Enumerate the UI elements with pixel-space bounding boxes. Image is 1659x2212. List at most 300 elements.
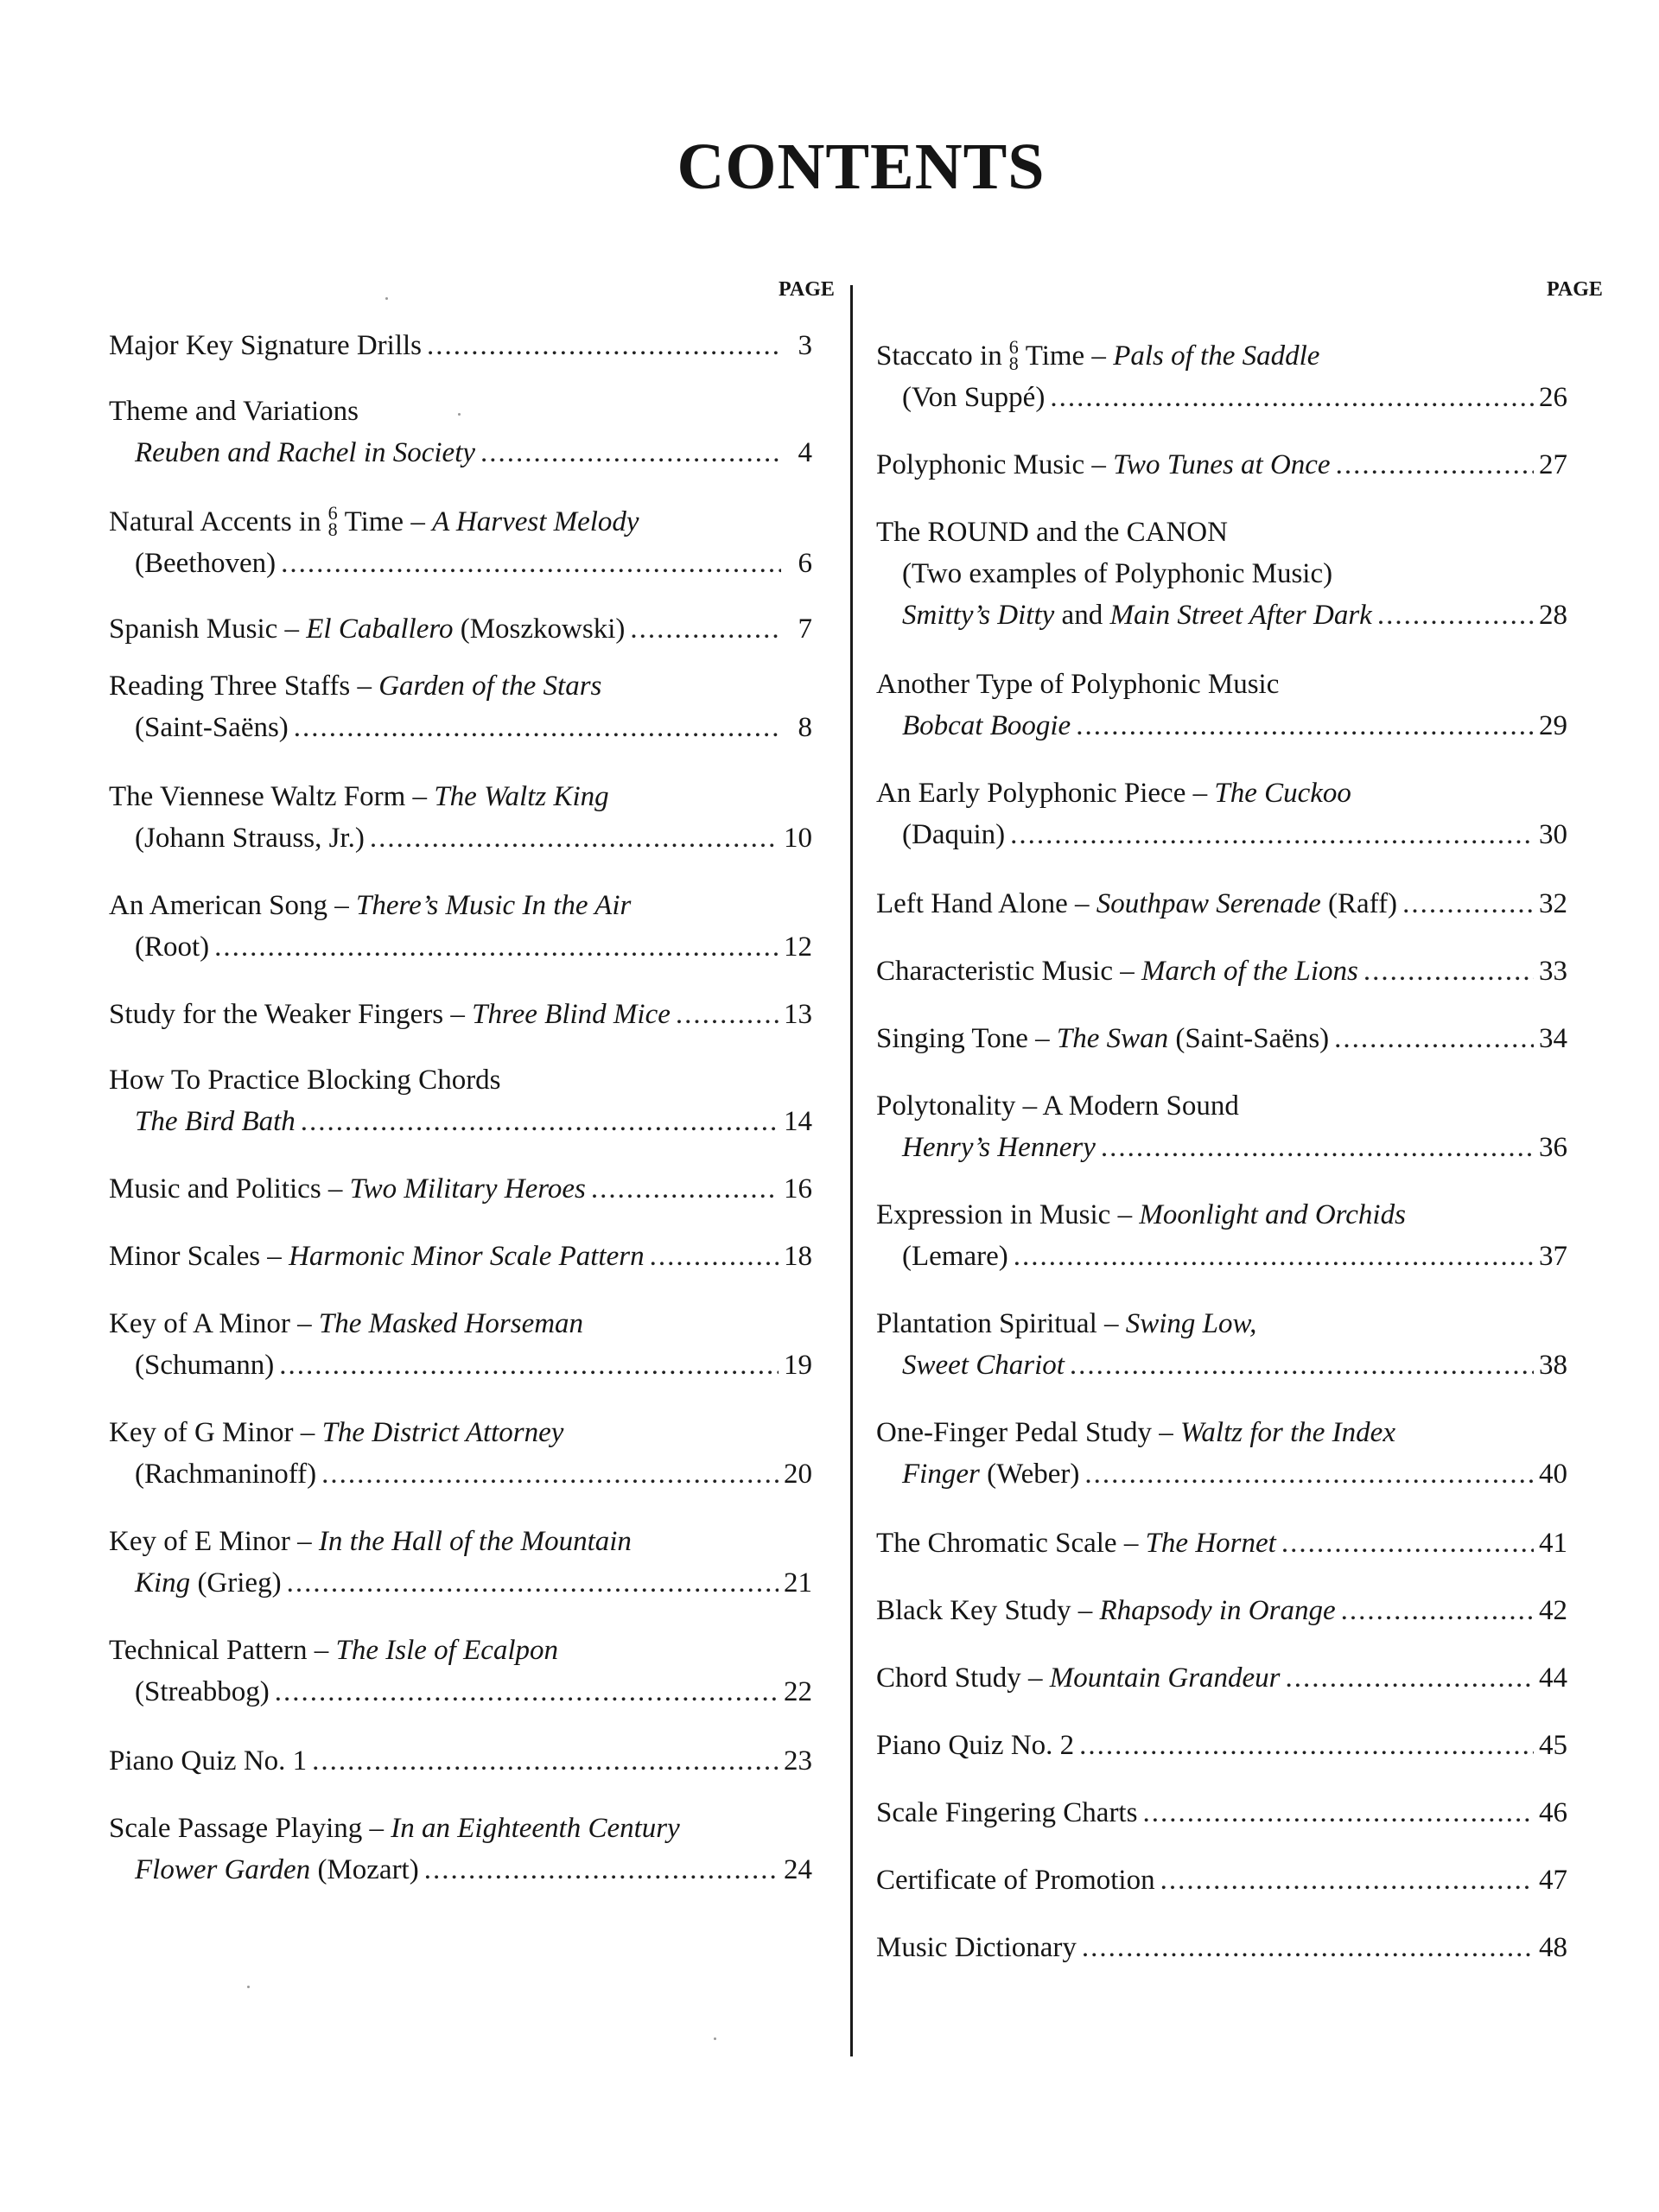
page-number: 32 xyxy=(1539,888,1567,919)
toc-entry-title xyxy=(135,432,475,474)
toc-entry xyxy=(876,883,1567,925)
toc-entry-line xyxy=(109,1412,812,1453)
piece-title: Pals of the Saddle xyxy=(1113,340,1320,372)
toc-entry-title xyxy=(109,1740,307,1782)
toc-entry-title xyxy=(135,817,365,859)
page-number: 40 xyxy=(1539,1459,1567,1490)
toc-entry xyxy=(876,1303,1567,1386)
toc-entry-line xyxy=(876,664,1567,705)
piece-title: The Hornet xyxy=(1145,1528,1276,1559)
toc-entry-title xyxy=(876,1657,1281,1699)
piece-title: Sweet Chariot xyxy=(902,1350,1065,1381)
topic-text: Major Key Signature Drills xyxy=(109,330,423,361)
toc-entry-line xyxy=(876,1236,1567,1277)
toc-entry-title xyxy=(109,1808,680,1849)
dot-leader xyxy=(1341,1590,1534,1631)
toc-entry-title xyxy=(135,1849,419,1891)
toc-entry-line xyxy=(876,1018,1567,1059)
dot-leader xyxy=(1079,1725,1534,1766)
column-divider xyxy=(850,285,853,2056)
toc-entry-line xyxy=(876,1344,1567,1386)
topic-text: (Mozart) xyxy=(310,1854,419,1885)
toc-entry-line xyxy=(109,1562,812,1604)
time-signature xyxy=(327,502,338,541)
topic-text: (Saint-Saëns) xyxy=(1168,1023,1330,1054)
piece-title: Smitty’s Ditty xyxy=(902,600,1055,631)
topic-text: Polyphonic Music – xyxy=(876,449,1114,480)
toc-entry xyxy=(109,608,812,650)
toc-entry xyxy=(109,665,812,748)
toc-entry-line xyxy=(109,1101,812,1142)
dot-leader xyxy=(480,432,781,474)
toc-entry-line xyxy=(876,1927,1567,1968)
topic-text: Black Key Study – xyxy=(876,1595,1100,1626)
toc-entry-title xyxy=(876,1792,1137,1834)
topic-text: Key of G Minor – xyxy=(109,1417,322,1448)
toc-entry-title xyxy=(876,1927,1077,1968)
topic-text: Expression in Music – xyxy=(876,1199,1140,1230)
piece-title: The Waltz King xyxy=(434,781,609,812)
toc-entry-title xyxy=(902,1344,1065,1386)
toc-entry-title xyxy=(902,705,1071,747)
dot-leader xyxy=(370,817,779,859)
toc-entry-line xyxy=(876,1453,1567,1495)
toc-entry xyxy=(109,1059,812,1142)
toc-entry-line xyxy=(876,1590,1567,1631)
page-number: 37 xyxy=(1539,1241,1567,1272)
page-number: 45 xyxy=(1539,1730,1567,1761)
piece-title: The Bird Bath xyxy=(135,1106,296,1137)
topic-text: Minor Scales – xyxy=(109,1241,289,1272)
piece-title: Waltz for the Index xyxy=(1179,1417,1395,1448)
toc-entry-line xyxy=(876,444,1567,486)
page-number: 3 xyxy=(798,330,812,361)
piece-title: El Caballero xyxy=(306,613,454,645)
toc-entry-line xyxy=(876,1522,1567,1564)
piece-title: The Cuckoo xyxy=(1214,778,1351,809)
toc-entry-title xyxy=(876,512,1228,553)
piece-title: Garden of the Stars xyxy=(378,671,602,702)
toc-entry-line xyxy=(109,1521,812,1562)
toc-entry xyxy=(876,1412,1567,1495)
topic-text: Piano Quiz No. 2 xyxy=(876,1730,1075,1761)
page-number: 7 xyxy=(798,613,812,645)
toc-entry-title xyxy=(876,1412,1395,1453)
toc-entry xyxy=(109,776,812,859)
toc-entry xyxy=(876,1725,1567,1766)
dot-leader xyxy=(321,1453,779,1495)
toc-entry-line xyxy=(876,1725,1567,1766)
toc-entry-title xyxy=(902,553,1332,594)
piece-title: The Isle of Ecalpon xyxy=(335,1635,559,1666)
topic-text: One-Finger Pedal Study – xyxy=(876,1417,1180,1448)
topic-text: Key of E Minor – xyxy=(109,1526,319,1557)
toc-entry-title xyxy=(135,1671,270,1713)
toc-entry-title xyxy=(109,1521,632,1562)
piece-title: The Masked Horseman xyxy=(318,1308,584,1339)
toc-entry xyxy=(109,501,812,584)
toc-entry-line xyxy=(109,1740,812,1782)
topic-text: Theme and Variations xyxy=(109,396,359,427)
dot-leader xyxy=(1142,1792,1534,1834)
dot-leader xyxy=(214,926,779,968)
toc-entry-line xyxy=(109,1630,812,1671)
page-number: 30 xyxy=(1539,819,1567,850)
dot-leader xyxy=(1014,1236,1534,1277)
page-title: CONTENTS xyxy=(677,130,1046,203)
toc-entry xyxy=(876,1194,1567,1277)
toc-entry-title xyxy=(902,377,1045,418)
piece-title: Harmonic Minor Scale Pattern xyxy=(289,1241,645,1272)
time-signature xyxy=(1008,336,1019,375)
topic-text: Key of A Minor – xyxy=(109,1308,319,1339)
dot-leader xyxy=(676,994,779,1035)
page-number: 16 xyxy=(784,1173,812,1205)
dot-leader xyxy=(1160,1859,1534,1901)
dot-leader xyxy=(1281,1522,1534,1564)
topic-text: (Johann Strauss, Jr.) xyxy=(135,823,365,854)
toc-entry xyxy=(876,335,1567,418)
toc-entry xyxy=(109,1740,812,1782)
toc-entry-line xyxy=(109,1671,812,1713)
topic-text: (Daquin) xyxy=(902,819,1006,850)
topic-text: Staccato in xyxy=(876,340,1002,372)
piece-title: March of the Lions xyxy=(1141,956,1358,987)
toc-entry-title xyxy=(876,1522,1276,1564)
toc-entry-title xyxy=(109,1168,586,1210)
toc-entry-title xyxy=(135,543,276,584)
topic-text: Characteristic Music – xyxy=(876,956,1141,987)
toc-entry xyxy=(876,772,1567,855)
toc-entry-title xyxy=(109,1630,558,1671)
topic-text: Piano Quiz No. 1 xyxy=(109,1745,308,1777)
topic-text: (Saint-Saëns) xyxy=(135,712,289,743)
toc-entry xyxy=(109,325,812,366)
toc-entry xyxy=(876,1927,1567,1968)
page-number: 21 xyxy=(784,1567,812,1599)
topic-text: (Schumann) xyxy=(135,1350,275,1381)
topic-text: Time – xyxy=(1025,340,1114,372)
toc-entry-line xyxy=(109,1453,812,1495)
topic-text: (Rachmaninoff) xyxy=(135,1459,317,1490)
toc-entry-title xyxy=(876,1725,1074,1766)
toc-entry xyxy=(109,1412,812,1495)
toc-entry-title xyxy=(135,707,289,748)
dot-leader xyxy=(650,1236,779,1277)
toc-entry-title xyxy=(876,950,1358,992)
topic-text: (Streabbog) xyxy=(135,1676,270,1707)
toc-entry-title xyxy=(902,594,1372,636)
toc-entry-title xyxy=(902,1127,1096,1168)
page-number: 24 xyxy=(784,1854,812,1885)
piece-title: Two Military Heroes xyxy=(349,1173,586,1205)
toc-entry-line xyxy=(109,432,812,474)
toc-entry-line xyxy=(109,1849,812,1891)
toc-entry-title xyxy=(876,335,1319,377)
page-number: 6 xyxy=(798,548,812,579)
toc-entry-line xyxy=(876,950,1567,992)
topic-text: The Chromatic Scale – xyxy=(876,1528,1146,1559)
piece-title: Finger xyxy=(902,1459,980,1490)
topic-text: An Early Polyphonic Piece – xyxy=(876,778,1215,809)
toc-entry-line xyxy=(876,553,1567,594)
dot-leader xyxy=(279,1344,779,1386)
dot-leader xyxy=(301,1101,779,1142)
toc-entry xyxy=(876,444,1567,486)
piece-title: The Swan xyxy=(1056,1023,1169,1054)
scan-speck xyxy=(385,297,388,300)
toc-entry-line xyxy=(109,501,812,543)
dot-leader xyxy=(1082,1927,1534,1968)
dot-leader xyxy=(1336,444,1534,486)
left-page-header: PAGE xyxy=(779,278,835,301)
piece-title: Henry’s Hennery xyxy=(902,1132,1096,1163)
topic-text: Reading Three Staffs – xyxy=(109,671,379,702)
piece-title: The District Attorney xyxy=(321,1417,564,1448)
page-number: 19 xyxy=(784,1350,812,1381)
toc-entry-line xyxy=(876,883,1567,925)
topic-text: (Raff) xyxy=(1320,888,1398,919)
toc-entry-line xyxy=(109,707,812,748)
topic-text: Music and Politics – xyxy=(109,1173,350,1205)
dot-leader xyxy=(1076,705,1534,747)
piece-title: Flower Garden xyxy=(135,1854,311,1885)
toc-entry xyxy=(876,664,1567,747)
topic-text: Technical Pattern – xyxy=(109,1635,336,1666)
toc-entry-line xyxy=(876,1303,1567,1344)
page-number: 34 xyxy=(1539,1023,1567,1054)
page-number: 44 xyxy=(1539,1662,1567,1694)
toc-entry-title xyxy=(109,391,359,432)
toc-entry-line xyxy=(876,594,1567,636)
toc-entry-title xyxy=(109,885,631,926)
toc-entry-title xyxy=(876,1194,1406,1236)
topic-text: The Viennese Waltz Form – xyxy=(109,781,435,812)
toc-entry-line xyxy=(109,325,812,366)
time-signature-top: 6 xyxy=(1008,336,1019,359)
toc-entry-line xyxy=(876,1085,1567,1127)
toc-entry-line xyxy=(109,994,812,1035)
toc-entry-line xyxy=(109,885,812,926)
piece-title: King xyxy=(135,1567,191,1599)
page-number: 38 xyxy=(1539,1350,1567,1381)
dot-leader xyxy=(1286,1657,1534,1699)
toc-entry-line xyxy=(876,1127,1567,1168)
topic-text: (Grieg) xyxy=(190,1567,282,1599)
toc-entry xyxy=(876,1522,1567,1564)
topic-text: The ROUND and the CANON xyxy=(876,517,1228,548)
piece-title: A Harvest Melody xyxy=(432,506,639,537)
page-number: 18 xyxy=(784,1241,812,1272)
toc-entry-line xyxy=(109,926,812,968)
toc-entry xyxy=(109,1303,812,1386)
toc-entry-line xyxy=(109,1303,812,1344)
dot-leader xyxy=(312,1740,779,1782)
piece-title: Rhapsody in Orange xyxy=(1099,1595,1336,1626)
dot-leader xyxy=(1363,950,1534,992)
page-number: 29 xyxy=(1539,710,1567,741)
dot-leader xyxy=(1010,814,1534,855)
dot-leader xyxy=(1070,1344,1534,1386)
topic-text: (Beethoven) xyxy=(135,548,276,579)
topic-text: Plantation Spiritual – xyxy=(876,1308,1126,1339)
toc-entry-line xyxy=(876,1194,1567,1236)
toc-entry-line xyxy=(109,1168,812,1210)
toc-entry-title xyxy=(902,1453,1079,1495)
toc-entry xyxy=(876,1085,1567,1168)
dot-leader xyxy=(1084,1453,1534,1495)
dot-leader xyxy=(424,1849,779,1891)
piece-title: In an Eighteenth Century xyxy=(391,1813,680,1844)
toc-entry-line xyxy=(876,1859,1567,1901)
toc-entry-line xyxy=(876,705,1567,747)
page-number: 13 xyxy=(784,999,812,1030)
dot-leader xyxy=(275,1671,779,1713)
toc-entry-title xyxy=(109,776,609,817)
toc-entry-line xyxy=(109,543,812,584)
page-number: 23 xyxy=(784,1745,812,1777)
topic-text: Singing Tone – xyxy=(876,1023,1057,1054)
page-number: 28 xyxy=(1539,600,1567,631)
dot-leader xyxy=(1101,1127,1534,1168)
toc-entry xyxy=(109,1630,812,1713)
toc-entry xyxy=(109,1168,812,1210)
dot-leader xyxy=(1050,377,1534,418)
toc-entry-title xyxy=(876,883,1397,925)
dot-leader xyxy=(1402,883,1534,925)
toc-entry-line xyxy=(876,377,1567,418)
page-number: 36 xyxy=(1539,1132,1567,1163)
toc-entry-line xyxy=(876,335,1567,377)
toc-entry-line xyxy=(109,665,812,707)
toc-entry-line xyxy=(876,512,1567,553)
toc-entry-line xyxy=(109,391,812,432)
toc-entry-title xyxy=(876,1085,1239,1127)
toc-entry-title xyxy=(109,501,639,543)
topic-text: Natural Accents in xyxy=(109,506,321,537)
piece-title: Reuben and Rachel in Society xyxy=(135,437,476,468)
toc-entry-title xyxy=(135,1101,296,1142)
page-number: 4 xyxy=(798,437,812,468)
topic-text: Chord Study – xyxy=(876,1662,1050,1694)
toc-entry xyxy=(109,391,812,474)
toc-entry-title xyxy=(135,1344,274,1386)
piece-title: Bobcat Boogie xyxy=(902,710,1071,741)
dot-leader xyxy=(1334,1018,1534,1059)
toc-entry-line xyxy=(876,772,1567,814)
time-signature-bottom: 8 xyxy=(1008,353,1019,375)
toc-entry xyxy=(109,885,812,968)
toc-entry-line xyxy=(109,1059,812,1101)
toc-entry-line xyxy=(109,817,812,859)
toc-entry xyxy=(876,512,1567,636)
dot-leader xyxy=(281,543,781,584)
toc-entry-line xyxy=(109,608,812,650)
dot-leader xyxy=(591,1168,779,1210)
page-number: 20 xyxy=(784,1459,812,1490)
topic-text: and xyxy=(1054,600,1110,631)
toc-entry xyxy=(876,1657,1567,1699)
scan-speck xyxy=(247,1986,250,1988)
toc-entry-line xyxy=(876,814,1567,855)
piece-title: Main Street After Dark xyxy=(1109,600,1372,631)
piece-title: Three Blind Mice xyxy=(472,999,671,1030)
topic-text: (Two examples of Polyphonic Music) xyxy=(902,558,1333,589)
topic-text: (Von Suppé) xyxy=(902,382,1046,413)
time-signature-bottom: 8 xyxy=(327,518,338,541)
topic-text: (Weber) xyxy=(979,1459,1080,1490)
piece-title: Moonlight and Orchids xyxy=(1139,1199,1406,1230)
toc-entry-title xyxy=(902,814,1005,855)
toc-entry-title xyxy=(109,1236,645,1277)
toc-entry-line xyxy=(876,1657,1567,1699)
toc-entry-line xyxy=(109,1344,812,1386)
toc-entry xyxy=(876,1859,1567,1901)
toc-entry-title xyxy=(109,608,625,650)
page-number: 22 xyxy=(784,1676,812,1707)
topic-text: How To Practice Blocking Chords xyxy=(109,1065,501,1096)
topic-text: Scale Fingering Charts xyxy=(876,1797,1138,1828)
toc-entry-line xyxy=(109,1236,812,1277)
topic-text: Time – xyxy=(344,506,433,537)
toc-entry-title xyxy=(876,664,1279,705)
topic-text: Polytonality – A Modern Sound xyxy=(876,1090,1239,1122)
page-number: 10 xyxy=(784,823,812,854)
toc-entry-title xyxy=(109,1412,563,1453)
toc-entry xyxy=(876,1792,1567,1834)
toc-entry-title xyxy=(876,1018,1329,1059)
toc-entry xyxy=(109,1236,812,1277)
toc-entry-title xyxy=(876,1859,1155,1901)
piece-title: Two Tunes at Once xyxy=(1113,449,1331,480)
right-page-header: PAGE xyxy=(1547,278,1603,301)
dot-leader xyxy=(1377,594,1534,636)
toc-entry-line xyxy=(876,1412,1567,1453)
topic-text: Spanish Music – xyxy=(109,613,307,645)
page-number: 41 xyxy=(1539,1528,1567,1559)
toc-entry xyxy=(876,950,1567,992)
piece-title: Southpaw Serenade xyxy=(1096,888,1321,919)
topic-text: (Moszkowski) xyxy=(453,613,626,645)
dot-leader xyxy=(427,325,781,366)
topic-text: Another Type of Polyphonic Music xyxy=(876,669,1280,700)
topic-text: Music Dictionary xyxy=(876,1932,1077,1963)
toc-entry-title xyxy=(135,1562,282,1604)
toc-entry xyxy=(876,1590,1567,1631)
topic-text: Certificate of Promotion xyxy=(876,1865,1155,1896)
toc-entry-title xyxy=(876,1590,1336,1631)
dot-leader xyxy=(294,707,781,748)
topic-text: (Lemare) xyxy=(902,1241,1008,1272)
scan-speck xyxy=(714,2037,716,2040)
topic-text: Study for the Weaker Fingers – xyxy=(109,999,473,1030)
toc-entry xyxy=(876,1018,1567,1059)
dot-leader xyxy=(630,608,781,650)
piece-title: Swing Low, xyxy=(1125,1308,1257,1339)
page-number: 33 xyxy=(1539,956,1567,987)
toc-entry-title xyxy=(135,926,209,968)
topic-text: Left Hand Alone – xyxy=(876,888,1096,919)
toc-entry-title xyxy=(902,1236,1008,1277)
page-number: 26 xyxy=(1539,382,1567,413)
toc-entry-title xyxy=(876,772,1351,814)
page-number: 12 xyxy=(784,931,812,963)
toc-entry-title xyxy=(876,1303,1256,1344)
toc-entry xyxy=(109,1521,812,1604)
page-number: 42 xyxy=(1539,1595,1567,1626)
topic-text: Scale Passage Playing – xyxy=(109,1813,391,1844)
piece-title: Mountain Grandeur xyxy=(1049,1662,1281,1694)
